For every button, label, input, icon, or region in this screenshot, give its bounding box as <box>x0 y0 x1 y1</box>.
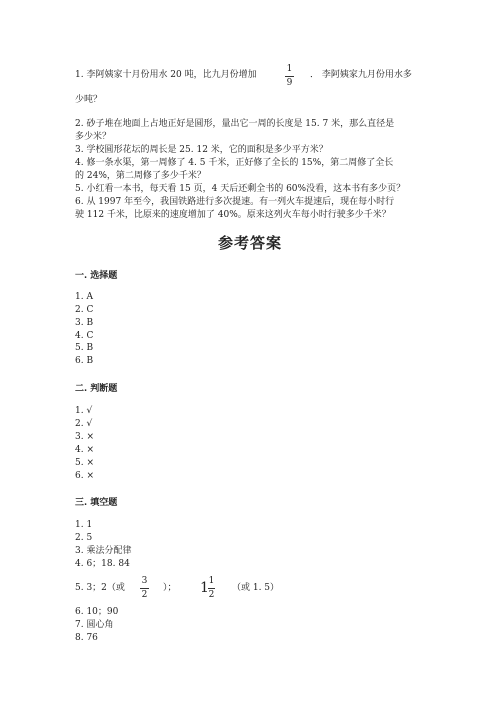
question-1-text-b: ． 李阿姨家九月份用水多 <box>310 70 412 80</box>
fill-answer-5-prefix: 5. 3；2（或 <box>75 583 125 593</box>
fraction-numerator: 1 <box>286 64 293 74</box>
fill-answer-5-fraction <box>140 576 149 601</box>
question-5: 5. 小红看一本书，每天看 15 页，4 天后还剩全书的 60%没看，这本书有多少页？ <box>75 184 406 194</box>
question-4-line-1: 4. 修一条水渠，第一周修了 4. 5 千米，正好修了全长的 15%，第二周修了全长 <box>75 158 394 168</box>
fraction-denominator: 2 <box>141 590 148 600</box>
judge-answer-6: 6. × <box>75 471 94 481</box>
fraction-numerator: 3 <box>141 576 148 586</box>
question-1-fraction <box>285 64 294 89</box>
fill-answer-6: 6. 10；90 <box>75 607 119 617</box>
question-6-line-2: 驶 112 千米，比原来的速度增加了 40%。原来这列火车每小时行驶多少千米？ <box>75 210 391 220</box>
question-1-line-1 <box>75 69 257 81</box>
fill-answer-7: 7. 圆心角 <box>75 620 114 630</box>
section-choice-heading: 一. 选择题 <box>75 271 118 281</box>
question-1-line-1-tail <box>310 69 412 81</box>
fill-answer-1: 1. 1 <box>75 520 93 530</box>
mixed-whole: 1 <box>200 580 209 596</box>
fill-answer-2: 2. 5 <box>75 533 93 543</box>
fill-answer-8: 8. 76 <box>75 633 98 643</box>
fill-answer-5-suffix: （或 1. 5） <box>232 583 280 593</box>
choice-answer-3: 3. B <box>75 318 94 328</box>
choice-answer-2: 2. C <box>75 305 94 315</box>
question-3: 3. 学校圆形花坛的周长是 25. 12 米，它的面积是多少平方米？ <box>75 145 328 155</box>
question-2-line-1: 2. 砂子堆在地面上占地正好是圆形，量出它一周的长度是 15. 7 米，那么直径是 <box>75 119 395 129</box>
choice-answer-5: 5. B <box>75 343 94 353</box>
fraction-denominator: 9 <box>286 78 293 88</box>
question-6-line-1: 6. 从 1997 年至今，我国铁路进行多次提速。有一列火车提速后，现在每小时行 <box>75 197 395 207</box>
fraction-bar <box>285 76 294 77</box>
question-1-line-2: 少吨？ <box>75 95 103 105</box>
judge-answer-1: 1. √ <box>75 406 93 416</box>
judge-answer-3: 3. × <box>75 432 94 442</box>
choice-answer-1: 1. A <box>75 292 93 302</box>
question-2-line-2: 多少米？ <box>75 132 112 142</box>
fill-answer-3: 3. 乘法分配律 <box>75 546 132 556</box>
fraction-bar <box>140 588 149 589</box>
fraction-denominator: 2 <box>208 590 215 600</box>
fill-answer-5-mixed-number <box>200 576 220 600</box>
judge-answer-4: 4. × <box>75 445 94 455</box>
mixed-fraction <box>208 576 215 601</box>
section-judge-heading: 二. 判断题 <box>75 384 118 394</box>
judge-answer-5: 5. × <box>75 458 94 468</box>
fraction-numerator: 1 <box>208 576 215 586</box>
question-1-text-a: 1. 李阿姨家十月份用水 20 吨，比九月份增加 <box>75 70 257 80</box>
question-4-line-2: 的 24%，第二周修了多少千米？ <box>75 171 206 181</box>
fraction-bar <box>208 588 215 589</box>
answer-title: 参考答案 <box>217 234 282 252</box>
fill-answer-5-middle: ）； <box>163 583 177 593</box>
section-fill-heading: 三. 填空题 <box>75 498 118 508</box>
choice-answer-6: 6. B <box>75 356 94 366</box>
judge-answer-2: 2. √ <box>75 419 93 429</box>
fill-answer-4: 4. 6；18. 84 <box>75 559 130 569</box>
choice-answer-4: 4. C <box>75 331 94 341</box>
